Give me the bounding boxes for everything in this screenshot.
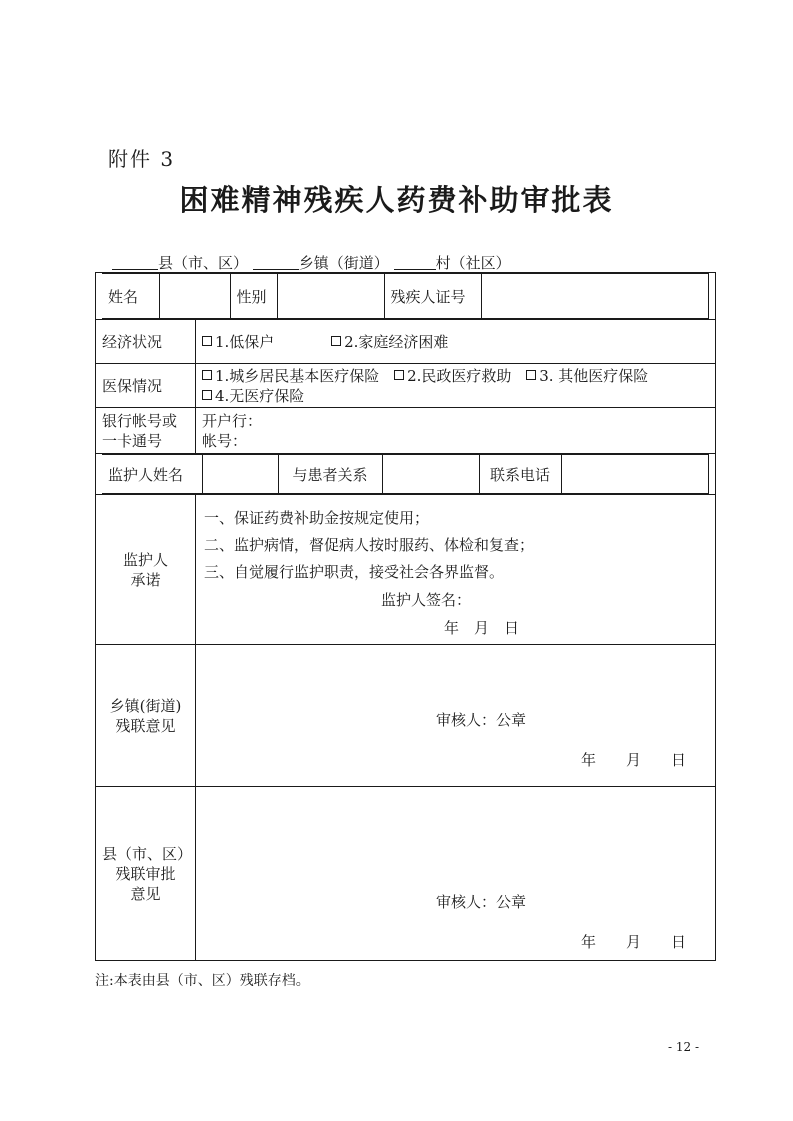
insurance-option-2[interactable]: 2.民政医疗救助 bbox=[394, 367, 511, 385]
attachment-label: 附件 3 bbox=[108, 147, 176, 171]
village-blank bbox=[394, 255, 436, 270]
guardian-signature[interactable]: 监护人签名： bbox=[381, 591, 472, 609]
page-number: - 12 - bbox=[668, 1040, 700, 1054]
gender-field[interactable] bbox=[277, 274, 384, 319]
form-title: 困难精神残疾人药费补助审批表 bbox=[179, 183, 614, 217]
economy-options bbox=[196, 320, 716, 364]
phone-label: 联系电话 bbox=[479, 455, 561, 494]
promise-item: 二、监护病情，督促病人按时服药、体检和复查； bbox=[204, 536, 535, 554]
insurance-label: 医保情况 bbox=[96, 364, 196, 408]
checkbox-icon bbox=[526, 370, 536, 380]
town-date: 年 月 日 bbox=[581, 751, 687, 769]
approval-form-table bbox=[95, 272, 716, 961]
basic-info-row bbox=[96, 273, 716, 320]
town-label: 乡镇（街道） bbox=[298, 254, 389, 272]
promise-date: 年 月 日 bbox=[444, 619, 520, 637]
town-opinion-content[interactable] bbox=[196, 645, 716, 787]
town-opinion-label: 乡镇(街道) 残联意见 bbox=[96, 645, 196, 787]
disability-id-field[interactable] bbox=[481, 274, 709, 319]
guardian-name-field[interactable] bbox=[202, 455, 278, 494]
gender-label: 性别 bbox=[230, 274, 277, 319]
footnote: 注:本表由县（市、区）残联存档。 bbox=[95, 973, 310, 989]
bank-open-field[interactable]: 开户行： bbox=[202, 411, 263, 430]
county-date: 年 月 日 bbox=[581, 933, 687, 951]
economy-option-2[interactable]: 2.家庭经济困难 bbox=[331, 333, 448, 351]
guardian-row bbox=[96, 454, 716, 495]
guardian-name-label: 监护人姓名 bbox=[102, 455, 202, 494]
economy-option-1[interactable]: 1.低保户 bbox=[202, 333, 274, 351]
county-reviewer: 审核人：公章 bbox=[436, 893, 527, 911]
bank-account-field[interactable]: 帐号： bbox=[202, 431, 248, 450]
town-blank bbox=[253, 255, 299, 270]
checkbox-icon bbox=[202, 370, 212, 380]
name-field[interactable] bbox=[159, 274, 230, 319]
village-label: 村（社区） bbox=[435, 254, 511, 272]
promise-content bbox=[196, 495, 716, 645]
relation-label: 与患者关系 bbox=[278, 455, 382, 494]
promise-item: 三、自觉履行监护职责，接受社会各界监督。 bbox=[204, 563, 505, 581]
county-label: 县（市、区） bbox=[158, 254, 249, 272]
location-line bbox=[112, 252, 511, 273]
relation-field[interactable] bbox=[382, 455, 479, 494]
town-reviewer: 审核人：公章 bbox=[436, 711, 527, 729]
phone-field[interactable] bbox=[561, 455, 709, 494]
checkbox-icon bbox=[202, 336, 212, 346]
promise-label: 监护人 承诺 bbox=[96, 495, 196, 645]
economy-label: 经济状况 bbox=[96, 320, 196, 364]
county-opinion-content[interactable] bbox=[196, 787, 716, 961]
checkbox-icon bbox=[202, 390, 212, 400]
checkbox-icon bbox=[331, 336, 341, 346]
name-label: 姓名 bbox=[102, 274, 159, 319]
checkbox-icon bbox=[394, 370, 404, 380]
county-opinion-label: 县（市、区） 残联审批 意见 bbox=[96, 787, 196, 961]
disability-id-label: 残疾人证号 bbox=[384, 274, 481, 319]
bank-label: 银行帐号或 一卡通号 bbox=[96, 408, 196, 454]
bank-fields bbox=[196, 408, 716, 454]
insurance-option-4[interactable]: 4.无医疗保险 bbox=[202, 387, 304, 405]
insurance-option-1[interactable]: 1.城乡居民基本医疗保险 bbox=[202, 367, 379, 385]
insurance-options bbox=[196, 364, 716, 408]
promise-item: 一、保证药费补助金按规定使用； bbox=[204, 509, 430, 527]
county-blank bbox=[112, 255, 158, 270]
insurance-option-3[interactable]: 3. 其他医疗保险 bbox=[526, 367, 648, 385]
